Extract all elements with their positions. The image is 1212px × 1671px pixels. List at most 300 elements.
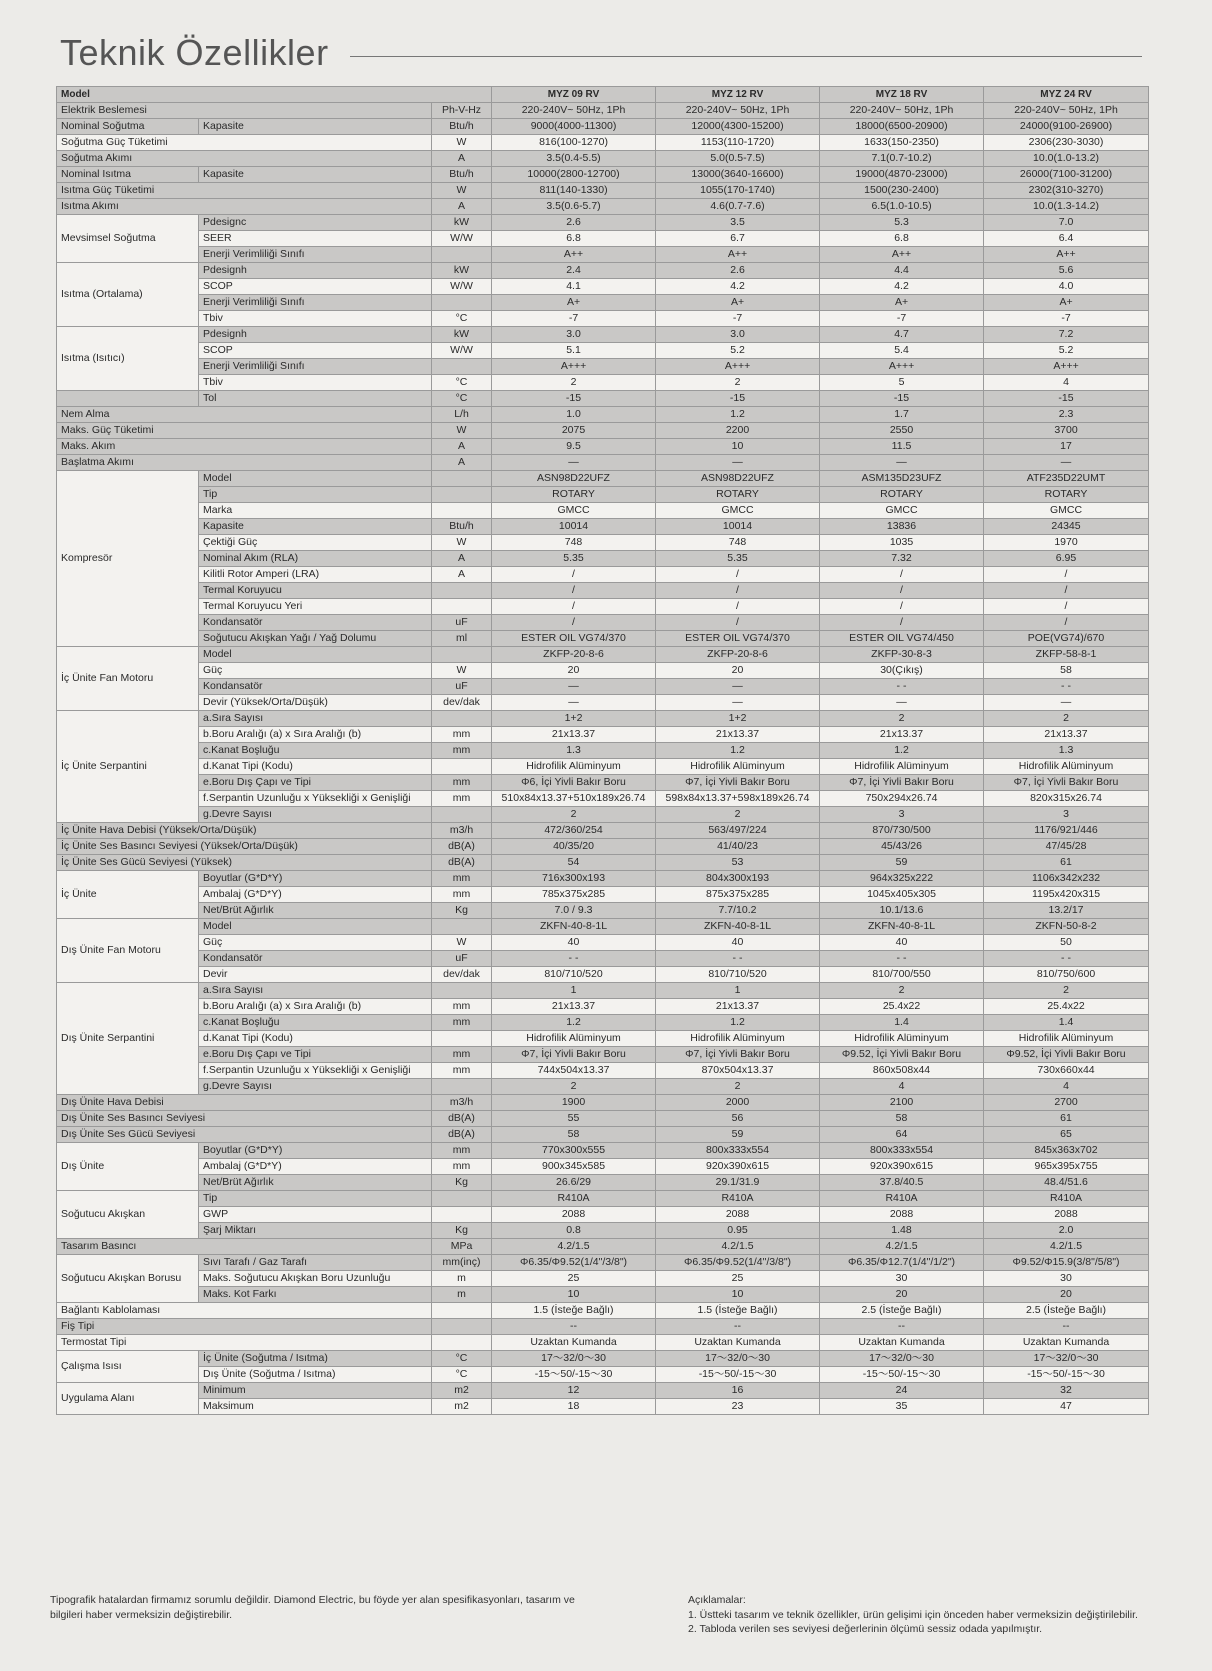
value-cell: 1045x405x305: [820, 887, 984, 903]
unit-cell: [432, 1031, 492, 1047]
unit-cell: A: [432, 455, 492, 471]
row-sublabel: Minimum: [199, 1383, 432, 1399]
value-cell: 53: [656, 855, 820, 871]
table-row: [57, 551, 1149, 567]
value-cell: 1+2: [492, 711, 656, 727]
row-sublabel: Kapasite: [199, 167, 432, 183]
value-cell: 964x325x222: [820, 871, 984, 887]
value-cell: 2.6: [656, 263, 820, 279]
value-cell: R410A: [984, 1191, 1149, 1207]
value-cell: 41/40/23: [656, 839, 820, 855]
value-cell: Hidrofilik Alüminyum: [492, 1031, 656, 1047]
unit-cell: [432, 1079, 492, 1095]
value-cell: 9.5: [492, 439, 656, 455]
value-cell: 1.2: [656, 407, 820, 423]
table-row: [57, 487, 1149, 503]
unit-cell: W: [432, 423, 492, 439]
table-row: [57, 1303, 1149, 1319]
row-sublabel: Ambalaj (G*D*Y): [199, 1159, 432, 1175]
row-sublabel: Kapasite: [199, 119, 432, 135]
value-cell: —: [820, 455, 984, 471]
row-sublabel: Dış Ünite (Soğutma / Isıtma): [199, 1367, 432, 1383]
unit-cell: °C: [432, 311, 492, 327]
value-cell: -15～50/-15～30: [820, 1367, 984, 1383]
value-cell: /: [984, 615, 1149, 631]
value-cell: /: [820, 567, 984, 583]
value-cell: 4: [820, 1079, 984, 1095]
value-cell: 65: [984, 1127, 1149, 1143]
value-cell: /: [984, 583, 1149, 599]
unit-cell: uF: [432, 615, 492, 631]
value-cell: Φ6, İçi Yivli Bakır Boru: [492, 775, 656, 791]
value-cell: 4: [984, 375, 1149, 391]
row-sublabel: SCOP: [199, 343, 432, 359]
table-row: [57, 1383, 1149, 1399]
row-sublabel: Tol: [199, 391, 432, 407]
row-sublabel: Tbiv: [199, 375, 432, 391]
value-cell: 1.48: [820, 1223, 984, 1239]
table-row: [57, 231, 1149, 247]
value-cell: 26.6/29: [492, 1175, 656, 1191]
value-cell: -7: [984, 311, 1149, 327]
value-cell: 10014: [492, 519, 656, 535]
value-cell: 13.2/17: [984, 903, 1149, 919]
unit-cell: m3/h: [432, 1095, 492, 1111]
value-cell: 21x13.37: [492, 727, 656, 743]
value-cell: A+++: [820, 359, 984, 375]
table-row: [57, 775, 1149, 791]
value-cell: 10.0(1.3-14.2): [984, 199, 1149, 215]
unit-cell: [432, 983, 492, 999]
value-cell: --: [820, 1319, 984, 1335]
value-cell: 965x395x755: [984, 1159, 1149, 1175]
value-cell: 1035: [820, 535, 984, 551]
group-label: İç Ünite Serpantini: [57, 711, 199, 823]
value-cell: 2088: [492, 1207, 656, 1223]
unit-cell: [432, 1191, 492, 1207]
spec-table-body: [57, 87, 1149, 1415]
value-cell: 4.1: [492, 279, 656, 295]
value-cell: 716x300x193: [492, 871, 656, 887]
value-cell: 50: [984, 935, 1149, 951]
value-cell: 12000(4300-15200): [656, 119, 820, 135]
value-cell: 7.0 / 9.3: [492, 903, 656, 919]
value-cell: 6.95: [984, 551, 1149, 567]
row-sublabel: e.Boru Dış Çapı ve Tipi: [199, 1047, 432, 1063]
value-cell: 7.1(0.7-10.2): [820, 151, 984, 167]
table-row: [57, 791, 1149, 807]
row-sublabel: Kondansatör: [199, 679, 432, 695]
value-cell: 10: [656, 439, 820, 455]
unit-cell: mm: [432, 1159, 492, 1175]
unit-cell: W: [432, 535, 492, 551]
unit-cell: mm: [432, 1047, 492, 1063]
value-cell: 4.6(0.7-7.6): [656, 199, 820, 215]
unit-cell: dB(A): [432, 1127, 492, 1143]
row-sublabel: g.Devre Sayısı: [199, 807, 432, 823]
value-cell: Hidrofilik Alüminyum: [984, 759, 1149, 775]
row-sublabel: Güç: [199, 663, 432, 679]
value-cell: -15～50/-15～30: [984, 1367, 1149, 1383]
value-cell: 4.0: [984, 279, 1149, 295]
unit-cell: m2: [432, 1399, 492, 1415]
value-cell: 5.0(0.5-7.5): [656, 151, 820, 167]
table-row: [57, 759, 1149, 775]
value-cell: 61: [984, 1111, 1149, 1127]
value-cell: /: [656, 615, 820, 631]
unit-cell: [432, 1303, 492, 1319]
row-sublabel: Marka: [199, 503, 432, 519]
group-label: Soğutucu Akışkan: [57, 1191, 199, 1239]
table-row: [57, 1367, 1149, 1383]
value-cell: 730x660x44: [984, 1063, 1149, 1079]
value-cell: 510x84x13.37+510x189x26.74: [492, 791, 656, 807]
row-sublabel: b.Boru Aralığı (a) x Sıra Aralığı (b): [199, 727, 432, 743]
row-sublabel: f.Serpantin Uzunluğu x Yüksekliği x Genişliği: [199, 791, 432, 807]
value-cell: 1+2: [656, 711, 820, 727]
row-sublabel: Boyutlar (G*D*Y): [199, 1143, 432, 1159]
value-cell: 5.1: [492, 343, 656, 359]
value-cell: Hidrofilik Alüminyum: [820, 1031, 984, 1047]
table-row: [57, 327, 1149, 343]
table-row: [57, 279, 1149, 295]
value-cell: —: [984, 695, 1149, 711]
value-cell: 2550: [820, 423, 984, 439]
value-cell: 40: [656, 935, 820, 951]
table-row: [57, 423, 1149, 439]
unit-cell: dev/dak: [432, 967, 492, 983]
value-cell: ZKFN-40-8-1L: [656, 919, 820, 935]
row-label: Termostat Tipi: [57, 1335, 432, 1351]
value-cell: 18000(6500-20900): [820, 119, 984, 135]
row-sublabel: Enerji Verimliliği Sınıfı: [199, 247, 432, 263]
value-cell: 13000(3640-16600): [656, 167, 820, 183]
row-sublabel: Güç: [199, 935, 432, 951]
row-sublabel: Sıvı Tarafı / Gaz Tarafı: [199, 1255, 432, 1271]
row-sublabel: Şarj Miktarı: [199, 1223, 432, 1239]
value-cell: 47/45/28: [984, 839, 1149, 855]
row-sublabel: f.Serpantin Uzunluğu x Yüksekliği x Genişliği: [199, 1063, 432, 1079]
value-cell: 1.5 (İsteğe Bağlı): [656, 1303, 820, 1319]
value-cell: R410A: [492, 1191, 656, 1207]
group-label: İç Ünite Fan Motoru: [57, 647, 199, 711]
table-row: [57, 743, 1149, 759]
unit-cell: mm: [432, 791, 492, 807]
value-cell: 17～32/0～30: [820, 1351, 984, 1367]
value-cell: ESTER OIL VG74/370: [492, 631, 656, 647]
value-cell: /: [820, 599, 984, 615]
value-cell: Uzaktan Kumanda: [984, 1335, 1149, 1351]
unit-cell: °C: [432, 1367, 492, 1383]
value-cell: 32: [984, 1383, 1149, 1399]
table-row: [57, 359, 1149, 375]
unit-cell: Btu/h: [432, 119, 492, 135]
value-cell: Φ6.35/Φ12.7(1/4"/1/2"): [820, 1255, 984, 1271]
value-cell: 4.4: [820, 263, 984, 279]
unit-cell: °C: [432, 1351, 492, 1367]
row-label: Isıtma Akımı: [57, 199, 432, 215]
unit-cell: uF: [432, 951, 492, 967]
value-cell: A+++: [492, 359, 656, 375]
row-sublabel: Model: [199, 471, 432, 487]
group-label: İç Ünite: [57, 871, 199, 919]
value-cell: 2: [820, 983, 984, 999]
value-cell: 785x375x285: [492, 887, 656, 903]
row-label: Bağlantı Kablolaması: [57, 1303, 432, 1319]
row-sublabel: a.Sıra Sayısı: [199, 711, 432, 727]
table-row: [57, 1063, 1149, 1079]
value-cell: Hidrofilik Alüminyum: [656, 1031, 820, 1047]
unit-cell: [432, 359, 492, 375]
value-cell: A+: [492, 295, 656, 311]
value-cell: 48.4/51.6: [984, 1175, 1149, 1191]
unit-cell: [432, 487, 492, 503]
footer-disclaimer: Tipografik hatalardan firmamız sorumlu değildir. Diamond Electric, bu föyde yer alan spesifikasyonları, tasarım ve bilgileri haber vermeksizin değiştirebilir.: [50, 1594, 575, 1621]
value-cell: --: [492, 1319, 656, 1335]
value-cell: ROTARY: [984, 487, 1149, 503]
value-cell: 810/710/520: [656, 967, 820, 983]
row-sublabel: Ambalaj (G*D*Y): [199, 887, 432, 903]
unit-cell: m2: [432, 1383, 492, 1399]
value-cell: 2306(230-3030): [984, 135, 1149, 151]
value-cell: 744x504x13.37: [492, 1063, 656, 1079]
unit-cell: [432, 583, 492, 599]
unit-cell: Kg: [432, 1223, 492, 1239]
value-cell: 2.0: [984, 1223, 1149, 1239]
value-cell: 1.4: [984, 1015, 1149, 1031]
value-cell: 16: [656, 1383, 820, 1399]
value-cell: 811(140-1330): [492, 183, 656, 199]
value-cell: —: [492, 695, 656, 711]
value-cell: 20: [984, 1287, 1149, 1303]
value-cell: 2.5 (İsteğe Bağlı): [984, 1303, 1149, 1319]
table-row: [57, 711, 1149, 727]
row-label: İç Ünite Ses Gücü Seviyesi (Yüksek): [57, 855, 432, 871]
group-label: Uygulama Alanı: [57, 1383, 199, 1415]
value-cell: GMCC: [492, 503, 656, 519]
value-cell: A++: [820, 247, 984, 263]
value-cell: 860x508x44: [820, 1063, 984, 1079]
table-row: [57, 455, 1149, 471]
value-cell: 2088: [820, 1207, 984, 1223]
value-cell: 2: [984, 711, 1149, 727]
value-cell: 4.2/1.5: [820, 1239, 984, 1255]
value-cell: 1153(110-1720): [656, 135, 820, 151]
value-cell: 1500(230-2400): [820, 183, 984, 199]
value-cell: Φ9.52/Φ15.9(3/8"/5/8"): [984, 1255, 1149, 1271]
value-cell: 750x294x26.74: [820, 791, 984, 807]
value-cell: 810/750/600: [984, 967, 1149, 983]
value-cell: 17: [984, 439, 1149, 455]
value-cell: --: [984, 1319, 1149, 1335]
table-row: [57, 951, 1149, 967]
value-cell: 3700: [984, 423, 1149, 439]
table-row: [57, 647, 1149, 663]
model-header-label: Model: [57, 87, 492, 103]
row-sublabel: a.Sıra Sayısı: [199, 983, 432, 999]
value-cell: Hidrofilik Alüminyum: [492, 759, 656, 775]
table-row: [57, 215, 1149, 231]
value-cell: 4.2/1.5: [492, 1239, 656, 1255]
row-sublabel: Enerji Verimliliği Sınıfı: [199, 295, 432, 311]
unit-cell: A: [432, 439, 492, 455]
unit-cell: °C: [432, 375, 492, 391]
value-cell: 3.0: [656, 327, 820, 343]
model-header: MYZ 18 RV: [820, 87, 984, 103]
table-row: [57, 471, 1149, 487]
table-row: [57, 1207, 1149, 1223]
value-cell: -15: [984, 391, 1149, 407]
value-cell: A++: [656, 247, 820, 263]
note-2: 2. Tabloda verilen ses seviyesi değerlerinin ölçümü sessiz odada yapılmıştır.: [688, 1623, 1043, 1636]
value-cell: 30: [820, 1271, 984, 1287]
row-sublabel: d.Kanat Tipi (Kodu): [199, 1031, 432, 1047]
unit-cell: [432, 471, 492, 487]
value-cell: 21x13.37: [820, 727, 984, 743]
value-cell: 10: [492, 1287, 656, 1303]
value-cell: ZKFP-20-8-6: [492, 647, 656, 663]
table-row: [57, 103, 1149, 119]
row-sublabel: Kapasite: [199, 519, 432, 535]
row-sublabel: Kondansatör: [199, 615, 432, 631]
note-1: 1. Üstteki tasarım ve teknik özellikler, ürün gelişimi için önceden haber vermeksizin değiştirilebilir.: [688, 1608, 1138, 1621]
page-title: Teknik Özellikler: [60, 32, 329, 73]
value-cell: 900x345x585: [492, 1159, 656, 1175]
row-sublabel: Nominal Akım (RLA): [199, 551, 432, 567]
value-cell: ZKFN-40-8-1L: [820, 919, 984, 935]
row-label: Elektrik Beslemesi: [57, 103, 432, 119]
table-row: [57, 1287, 1149, 1303]
value-cell: —: [984, 455, 1149, 471]
table-row: [57, 1271, 1149, 1287]
table-row: [57, 999, 1149, 1015]
table-row: [57, 167, 1149, 183]
value-cell: Φ9.52, İçi Yivli Bakır Boru: [984, 1047, 1149, 1063]
value-cell: 10014: [656, 519, 820, 535]
value-cell: 54: [492, 855, 656, 871]
table-row: [57, 839, 1149, 855]
value-cell: 875x375x285: [656, 887, 820, 903]
value-cell: 3.5: [656, 215, 820, 231]
value-cell: 1.0: [492, 407, 656, 423]
row-sublabel: Devir (Yüksek/Orta/Düşük): [199, 695, 432, 711]
value-cell: 21x13.37: [656, 727, 820, 743]
value-cell: 40/35/20: [492, 839, 656, 855]
value-cell: 5.35: [656, 551, 820, 567]
value-cell: 25.4x22: [984, 999, 1149, 1015]
value-cell: 3: [984, 807, 1149, 823]
value-cell: 1633(150-2350): [820, 135, 984, 151]
value-cell: 820x315x26.74: [984, 791, 1149, 807]
value-cell: 800x333x554: [820, 1143, 984, 1159]
unit-cell: kW: [432, 327, 492, 343]
value-cell: GMCC: [656, 503, 820, 519]
value-cell: -7: [656, 311, 820, 327]
value-cell: 23: [656, 1399, 820, 1415]
value-cell: 2: [984, 983, 1149, 999]
row-sublabel: Tip: [199, 487, 432, 503]
value-cell: 12: [492, 1383, 656, 1399]
row-sublabel: g.Devre Sayısı: [199, 1079, 432, 1095]
value-cell: ASM135D23UFZ: [820, 471, 984, 487]
unit-cell: mm: [432, 887, 492, 903]
row-label: Soğutma Güç Tüketimi: [57, 135, 432, 151]
table-row: [57, 535, 1149, 551]
row-sublabel: Pdesignh: [199, 327, 432, 343]
value-cell: 25: [492, 1271, 656, 1287]
value-cell: 58: [984, 663, 1149, 679]
unit-cell: mm: [432, 871, 492, 887]
value-cell: 17～32/0～30: [984, 1351, 1149, 1367]
value-cell: 1106x342x232: [984, 871, 1149, 887]
value-cell: 47: [984, 1399, 1149, 1415]
value-cell: 7.32: [820, 551, 984, 567]
unit-cell: Btu/h: [432, 167, 492, 183]
row-sublabel: Maks. Soğutucu Akışkan Boru Uzunluğu: [199, 1271, 432, 1287]
value-cell: -15: [492, 391, 656, 407]
value-cell: 816(100-1270): [492, 135, 656, 151]
value-cell: ZKFP-20-8-6: [656, 647, 820, 663]
value-cell: 920x390x615: [820, 1159, 984, 1175]
value-cell: ASN98D22UFZ: [492, 471, 656, 487]
value-cell: 4.7: [820, 327, 984, 343]
value-cell: 810/710/520: [492, 967, 656, 983]
unit-cell: [432, 647, 492, 663]
value-cell: 800x333x554: [656, 1143, 820, 1159]
unit-cell: [432, 295, 492, 311]
unit-cell: mm: [432, 1063, 492, 1079]
value-cell: -15～50/-15～30: [656, 1367, 820, 1383]
value-cell: 748: [492, 535, 656, 551]
value-cell: 3.5(0.6-5.7): [492, 199, 656, 215]
value-cell: /: [656, 567, 820, 583]
unit-cell: W/W: [432, 279, 492, 295]
value-cell: —: [656, 695, 820, 711]
unit-cell: [432, 1207, 492, 1223]
table-row: [57, 823, 1149, 839]
value-cell: 0.95: [656, 1223, 820, 1239]
group-label: Isıtma (Isıtıcı): [57, 327, 199, 391]
value-cell: 10000(2800-12700): [492, 167, 656, 183]
value-cell: 2200: [656, 423, 820, 439]
value-cell: 4.2/1.5: [984, 1239, 1149, 1255]
value-cell: 25.4x22: [820, 999, 984, 1015]
header-row: [57, 87, 1149, 103]
row-sublabel: Tbiv: [199, 311, 432, 327]
table-row: [57, 679, 1149, 695]
row-label: Maks. Güç Tüketimi: [57, 423, 432, 439]
value-cell: 17～32/0～30: [492, 1351, 656, 1367]
row-label: Tasarım Basıncı: [57, 1239, 432, 1255]
table-row: [57, 887, 1149, 903]
unit-cell: kW: [432, 263, 492, 279]
value-cell: ZKFP-30-8-3: [820, 647, 984, 663]
value-cell: 5.6: [984, 263, 1149, 279]
table-row: [57, 1255, 1149, 1271]
value-cell: ROTARY: [656, 487, 820, 503]
value-cell: Hidrofilik Alüminyum: [820, 759, 984, 775]
table-row: [57, 807, 1149, 823]
value-cell: 5.2: [984, 343, 1149, 359]
row-sublabel: Model: [199, 647, 432, 663]
notes-title: Açıklamalar:: [688, 1594, 746, 1606]
table-row: [57, 855, 1149, 871]
value-cell: - -: [984, 951, 1149, 967]
row-sublabel: d.Kanat Tipi (Kodu): [199, 759, 432, 775]
value-cell: Uzaktan Kumanda: [820, 1335, 984, 1351]
table-row: [57, 519, 1149, 535]
value-cell: Φ7, İçi Yivli Bakır Boru: [492, 1047, 656, 1063]
